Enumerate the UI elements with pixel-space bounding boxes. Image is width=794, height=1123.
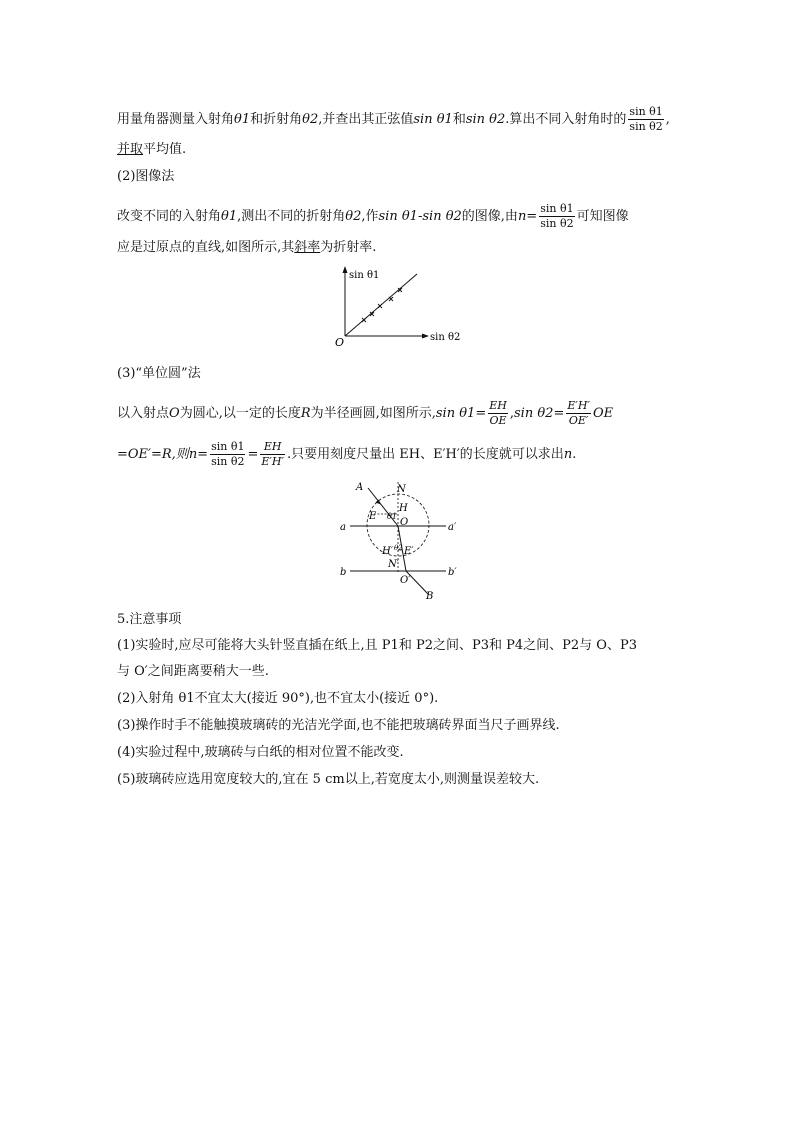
label-E: E xyxy=(369,511,377,522)
ehp-oep-fraction: $\frac{E'H'}{OE'}$ xyxy=(567,399,590,427)
sin-graph-figure xyxy=(325,262,470,350)
origin-label: O xyxy=(335,336,345,349)
section5-item2: (2)入射角 θ1不宜太大(接近 90°),也不宜太小(接近 0°). xyxy=(117,691,439,706)
para2-line2: 应是过原点的直线,如图所示,其斜率为折射率. xyxy=(117,240,377,255)
label-theta2: θ2 xyxy=(394,544,403,552)
label-a-prime: a′ xyxy=(448,522,457,533)
label-A: A xyxy=(356,482,364,493)
ratio-fraction: $\frac{\text{sin θ1}}{\text{sin θ2}}$ xyxy=(629,105,663,133)
y-axis-label: sin θ1 xyxy=(349,270,380,281)
data-point xyxy=(362,318,366,322)
para1-line1: 用量角器测量入射角θ1和折射角θ2,并查出其正弦值sin θ1和sin θ2.算出不同入射角时的 $\frac{\text{sin θ1}}{\text{sin θ2}}$ , xyxy=(117,105,670,133)
y-axis-arrow xyxy=(343,266,348,273)
para3-line2: =OE′=R,则n= $\frac{\text{sin θ1}}{\text{sin θ2}}$ = $\frac{EH}{E'H'}$ .只要用刻度尺量出 EH、E′H′的长度就可以求出n. xyxy=(117,440,577,468)
label-O: O xyxy=(400,517,409,528)
unit-circle-figure xyxy=(336,478,466,603)
section5-item5: (5)玻璃砖应选用宽度较大的,宜在 5 cm以上,若宽度太小,则测量误差较大. xyxy=(117,772,540,787)
label-theta1: θ1 xyxy=(387,512,397,521)
para2-line1: 改变不同的入射角θ1,测出不同的折射角θ2,作sin θ1-sin θ2的图像,由n= $\frac{\text{sin θ1}}{\text{sin θ2}}$ 可知图像 xyxy=(117,202,629,230)
section5-item4: (4)实验过程中,玻璃砖与白纸的相对位置不能改变. xyxy=(117,745,404,760)
label-N-prime: N′ xyxy=(388,559,400,570)
incident-arrow xyxy=(376,500,382,505)
x-axis-label: sin θ2 xyxy=(430,332,461,343)
eh-oe-fraction: $\frac{EH}{OE}$ xyxy=(489,399,507,427)
label-H: H xyxy=(399,503,408,514)
data-point xyxy=(389,297,393,301)
data-points xyxy=(362,288,402,322)
label-b: b xyxy=(340,567,347,578)
data-point xyxy=(378,304,382,308)
n-fraction: $\frac{\text{sin θ1}}{\text{sin θ2}}$ xyxy=(540,202,574,230)
label-H-prime: H′ xyxy=(382,546,393,557)
section5-item3: (3)操作时手不能触摸玻璃砖的光洁光学面,也不能把玻璃砖界面当尺子画界线. xyxy=(117,718,560,733)
heading-graph-method: (2)图像法 xyxy=(117,169,175,184)
para1-line2: 并取平均值. xyxy=(117,142,187,157)
x-axis-arrow xyxy=(422,334,429,339)
section5-item1-line1: (1)实验时,应尽可能将大头针竖直插在纸上,且 P1和 P2之间、P3和 P4之间、P2与 O、P3 xyxy=(117,638,637,653)
section5-item1-line2: 与 O′之间距离要稍大一些. xyxy=(117,664,269,679)
label-O-prime: O′ xyxy=(400,575,411,586)
label-B: B xyxy=(426,591,434,602)
label-E-prime: E′ xyxy=(404,546,414,557)
section5-title: 5.注意事项 xyxy=(117,612,182,627)
eh-ehp-fraction: $\frac{EH}{E'H'}$ xyxy=(261,440,284,468)
n-fraction-2: $\frac{\text{sin θ1}}{\text{sin θ2}}$ xyxy=(211,440,245,468)
para3-line1: 以入射点O为圆心,以一定的长度R为半径画圆,如图所示,sin θ1= $\frac{EH}{OE}$ ,sin θ2= $\frac{E'H'}{OE'}$ OE xyxy=(117,399,614,427)
label-N: N xyxy=(397,484,406,495)
label-b-prime: b′ xyxy=(448,567,457,578)
heading-unit-circle: (3)“单位圆”法 xyxy=(117,366,201,381)
label-a: a xyxy=(340,522,346,533)
